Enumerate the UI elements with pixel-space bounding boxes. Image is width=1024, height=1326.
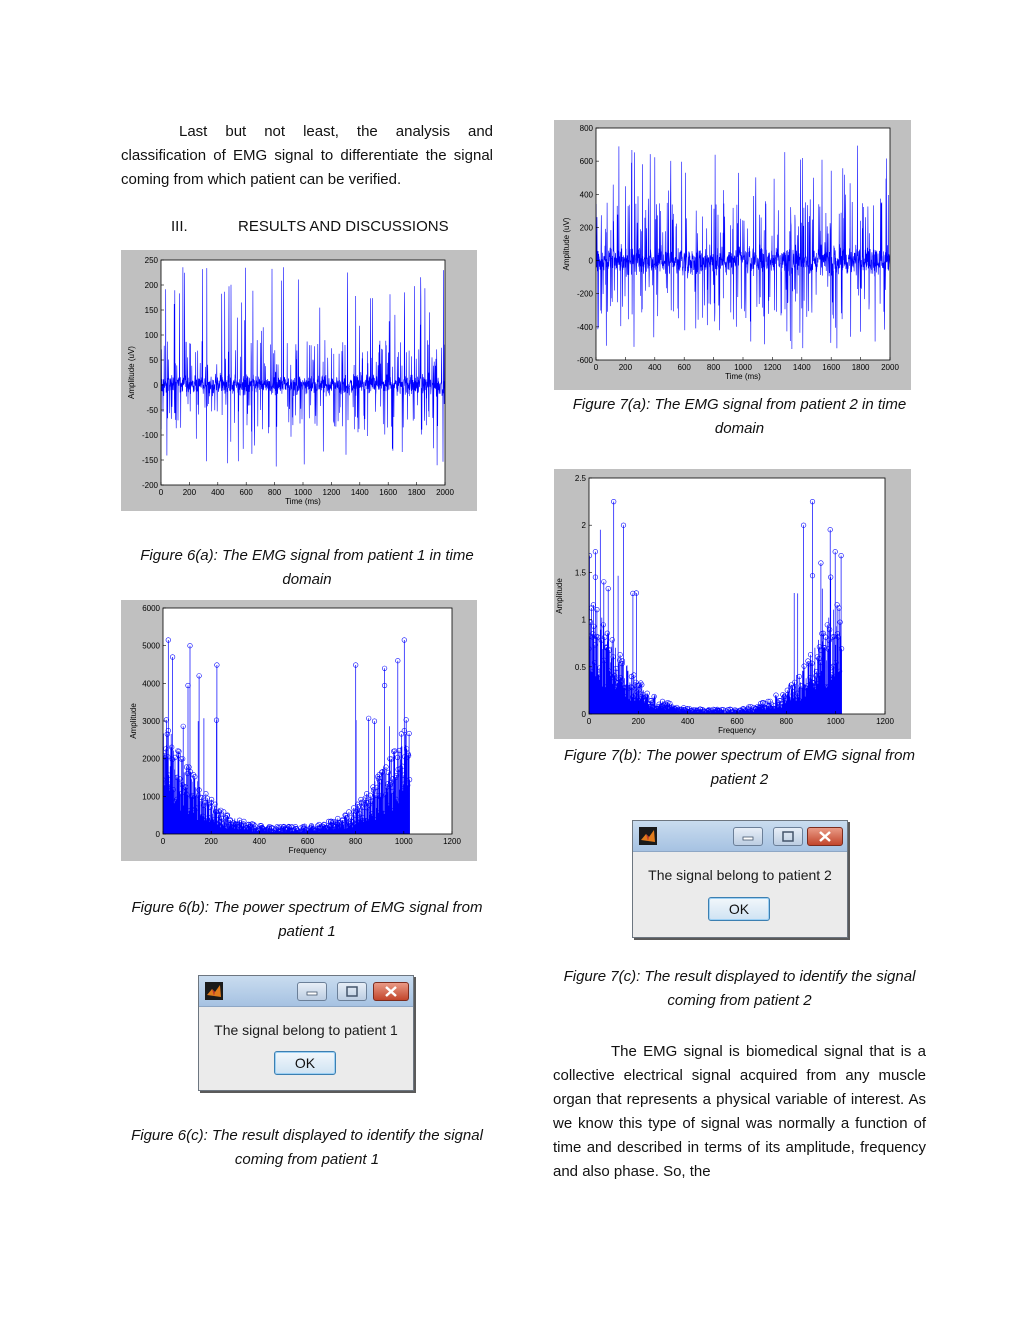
caption-fig7a: Figure 7(a): The EMG signal from patient 2 in time domain bbox=[572, 396, 907, 437]
y-tick-label: 200 bbox=[144, 281, 158, 290]
y-tick-label: 6000 bbox=[142, 604, 160, 613]
y-tick-label: 150 bbox=[144, 306, 158, 315]
x-tick-label: 1600 bbox=[822, 363, 841, 372]
y-axis-label: Amplitude bbox=[555, 578, 564, 614]
y-tick-label: 3000 bbox=[142, 717, 160, 726]
maximize-icon[interactable] bbox=[337, 982, 367, 1001]
x-tick-label: 400 bbox=[648, 363, 662, 372]
y-tick-label: -50 bbox=[146, 406, 158, 415]
x-tick-label: 1400 bbox=[350, 488, 369, 497]
x-tick-label: 1200 bbox=[443, 837, 461, 846]
caption-fig6b: Figure 6(b): The power spectrum of EMG signal from patient 1 bbox=[131, 899, 483, 940]
x-tick-label: 1200 bbox=[322, 488, 341, 497]
y-tick-label: -600 bbox=[576, 356, 593, 365]
x-tick-label: 800 bbox=[267, 488, 282, 497]
figure-7a-time-signal bbox=[554, 120, 911, 390]
chart-7a bbox=[554, 120, 911, 390]
x-tick-label: 0 bbox=[586, 717, 592, 726]
x-tick-label: 1000 bbox=[826, 717, 845, 726]
y-tick-label: 2000 bbox=[142, 754, 160, 764]
x-tick-label: 800 bbox=[706, 363, 721, 372]
y-tick-label: -100 bbox=[141, 431, 158, 440]
x-tick-label: 0 bbox=[593, 363, 599, 372]
x-tick-label: 1600 bbox=[379, 488, 398, 497]
intro-paragraph: Last but not least, the analysis and classification of EMG signal to differentiate the signal coming from which patient can be verified. bbox=[121, 123, 493, 188]
x-tick-label: 1400 bbox=[792, 363, 811, 372]
dialog-message: The signal belong to patient 2 bbox=[648, 867, 832, 883]
y-tick-label: 1.5 bbox=[574, 568, 586, 578]
y-tick-label: 5000 bbox=[142, 641, 160, 651]
figure-6a-time-signal bbox=[121, 250, 477, 511]
x-tick-label: 800 bbox=[779, 717, 794, 726]
x-axis-label: Frequency bbox=[288, 846, 327, 855]
y-tick-label: 800 bbox=[579, 124, 593, 133]
x-tick-label: 400 bbox=[680, 717, 695, 726]
section-title: RESULTS AND DISCUSSIONS bbox=[238, 218, 449, 235]
x-axis-label: Time (ms) bbox=[285, 497, 321, 506]
x-tick-label: 0 bbox=[158, 488, 164, 497]
caption-fig7c: Figure 7(c): The result displayed to identify the signal coming from patient 2 bbox=[563, 968, 916, 1009]
caption-fig6a: Figure 6(a): The EMG signal from patient 1 in time domain bbox=[140, 547, 474, 588]
y-tick-label: 100 bbox=[144, 331, 158, 340]
x-tick-label: 1000 bbox=[294, 488, 312, 497]
close-icon[interactable] bbox=[807, 827, 843, 846]
ok-button[interactable]: OK bbox=[708, 897, 770, 921]
minimize-icon[interactable] bbox=[733, 827, 763, 846]
y-tick-label: 200 bbox=[579, 223, 593, 233]
y-tick-label: 0 bbox=[155, 830, 160, 839]
y-tick-label: 2.5 bbox=[574, 474, 586, 483]
chart-7b bbox=[554, 469, 911, 739]
y-tick-label: 0 bbox=[153, 381, 158, 390]
closing-paragraph: The EMG signal is biomedical signal that is a collective electrical signal acquired from any muscle organ that represents a physical variable of interest. As we know this type of signal was normally a function of time and described in terms of its amplitude, frequency and also phase. So, the bbox=[553, 1043, 926, 1180]
result-dialog-patient-2 bbox=[632, 820, 848, 938]
x-tick-label: 200 bbox=[204, 837, 218, 846]
minimize-icon[interactable] bbox=[297, 982, 327, 1001]
dialog-message: The signal belong to patient 1 bbox=[214, 1022, 398, 1038]
y-tick-label: 1000 bbox=[142, 792, 160, 802]
x-tick-label: 200 bbox=[631, 717, 646, 726]
ok-button[interactable]: OK bbox=[274, 1051, 336, 1075]
close-icon[interactable] bbox=[373, 982, 409, 1001]
y-axis-label: Amplitude bbox=[129, 703, 138, 739]
y-tick-label: 0 bbox=[581, 710, 586, 719]
x-tick-label: 0 bbox=[160, 837, 166, 846]
matlab-icon bbox=[205, 982, 223, 1000]
y-tick-label: -400 bbox=[576, 322, 593, 332]
chart-6b bbox=[121, 600, 477, 861]
x-tick-label: 400 bbox=[211, 488, 225, 497]
dialog-titlebar bbox=[199, 976, 413, 1007]
x-tick-label: 600 bbox=[730, 717, 744, 726]
x-tick-label: 200 bbox=[618, 363, 633, 372]
y-tick-label: 4000 bbox=[142, 679, 160, 689]
x-tick-label: 600 bbox=[239, 488, 253, 497]
section-heading bbox=[171, 217, 449, 237]
x-tick-label: 2000 bbox=[881, 363, 899, 372]
y-axis-label: Amplitude (uV) bbox=[127, 346, 136, 399]
x-tick-label: 1800 bbox=[851, 363, 870, 372]
x-tick-label: 2000 bbox=[436, 488, 454, 497]
x-tick-label: 1200 bbox=[876, 717, 894, 726]
figure-7b-power-spectrum bbox=[554, 469, 911, 739]
y-tick-label: 1 bbox=[581, 615, 586, 625]
y-tick-label: -200 bbox=[576, 289, 593, 299]
maximize-icon[interactable] bbox=[773, 827, 803, 846]
figure-6b-power-spectrum bbox=[121, 600, 477, 861]
x-tick-label: 600 bbox=[677, 363, 691, 372]
y-tick-label: -150 bbox=[141, 456, 158, 465]
y-tick-label: -200 bbox=[141, 481, 158, 490]
caption-fig6c: Figure 6(c): The result displayed to identify the signal coming from patient 1 bbox=[131, 1127, 483, 1168]
x-tick-label: 1200 bbox=[763, 363, 782, 372]
chart-6a bbox=[121, 250, 477, 511]
y-tick-label: 50 bbox=[149, 356, 158, 365]
x-tick-label: 1800 bbox=[407, 488, 426, 497]
x-tick-label: 1000 bbox=[734, 363, 752, 372]
x-tick-label: 1000 bbox=[394, 837, 413, 846]
x-tick-label: 400 bbox=[252, 837, 267, 846]
y-tick-label: 250 bbox=[144, 256, 158, 265]
dialog-titlebar bbox=[633, 821, 847, 852]
y-tick-label: 400 bbox=[579, 190, 593, 200]
y-tick-label: 600 bbox=[579, 157, 593, 167]
x-tick-label: 800 bbox=[348, 837, 363, 846]
x-axis-label: Time (ms) bbox=[725, 372, 761, 381]
matlab-icon bbox=[639, 827, 657, 845]
x-axis-label: Frequency bbox=[718, 726, 756, 735]
y-tick-label: 2 bbox=[581, 521, 586, 531]
x-tick-label: 600 bbox=[300, 837, 315, 846]
y-tick-label: 0.5 bbox=[574, 662, 586, 672]
y-tick-label: 0 bbox=[588, 256, 593, 266]
result-dialog-patient-1 bbox=[198, 975, 414, 1091]
section-number: III. bbox=[171, 218, 188, 235]
y-axis-label: Amplitude (uV) bbox=[562, 217, 571, 271]
x-tick-label: 200 bbox=[182, 488, 197, 497]
caption-fig7b: Figure 7(b): The power spectrum of EMG signal from patient 2 bbox=[564, 747, 915, 788]
